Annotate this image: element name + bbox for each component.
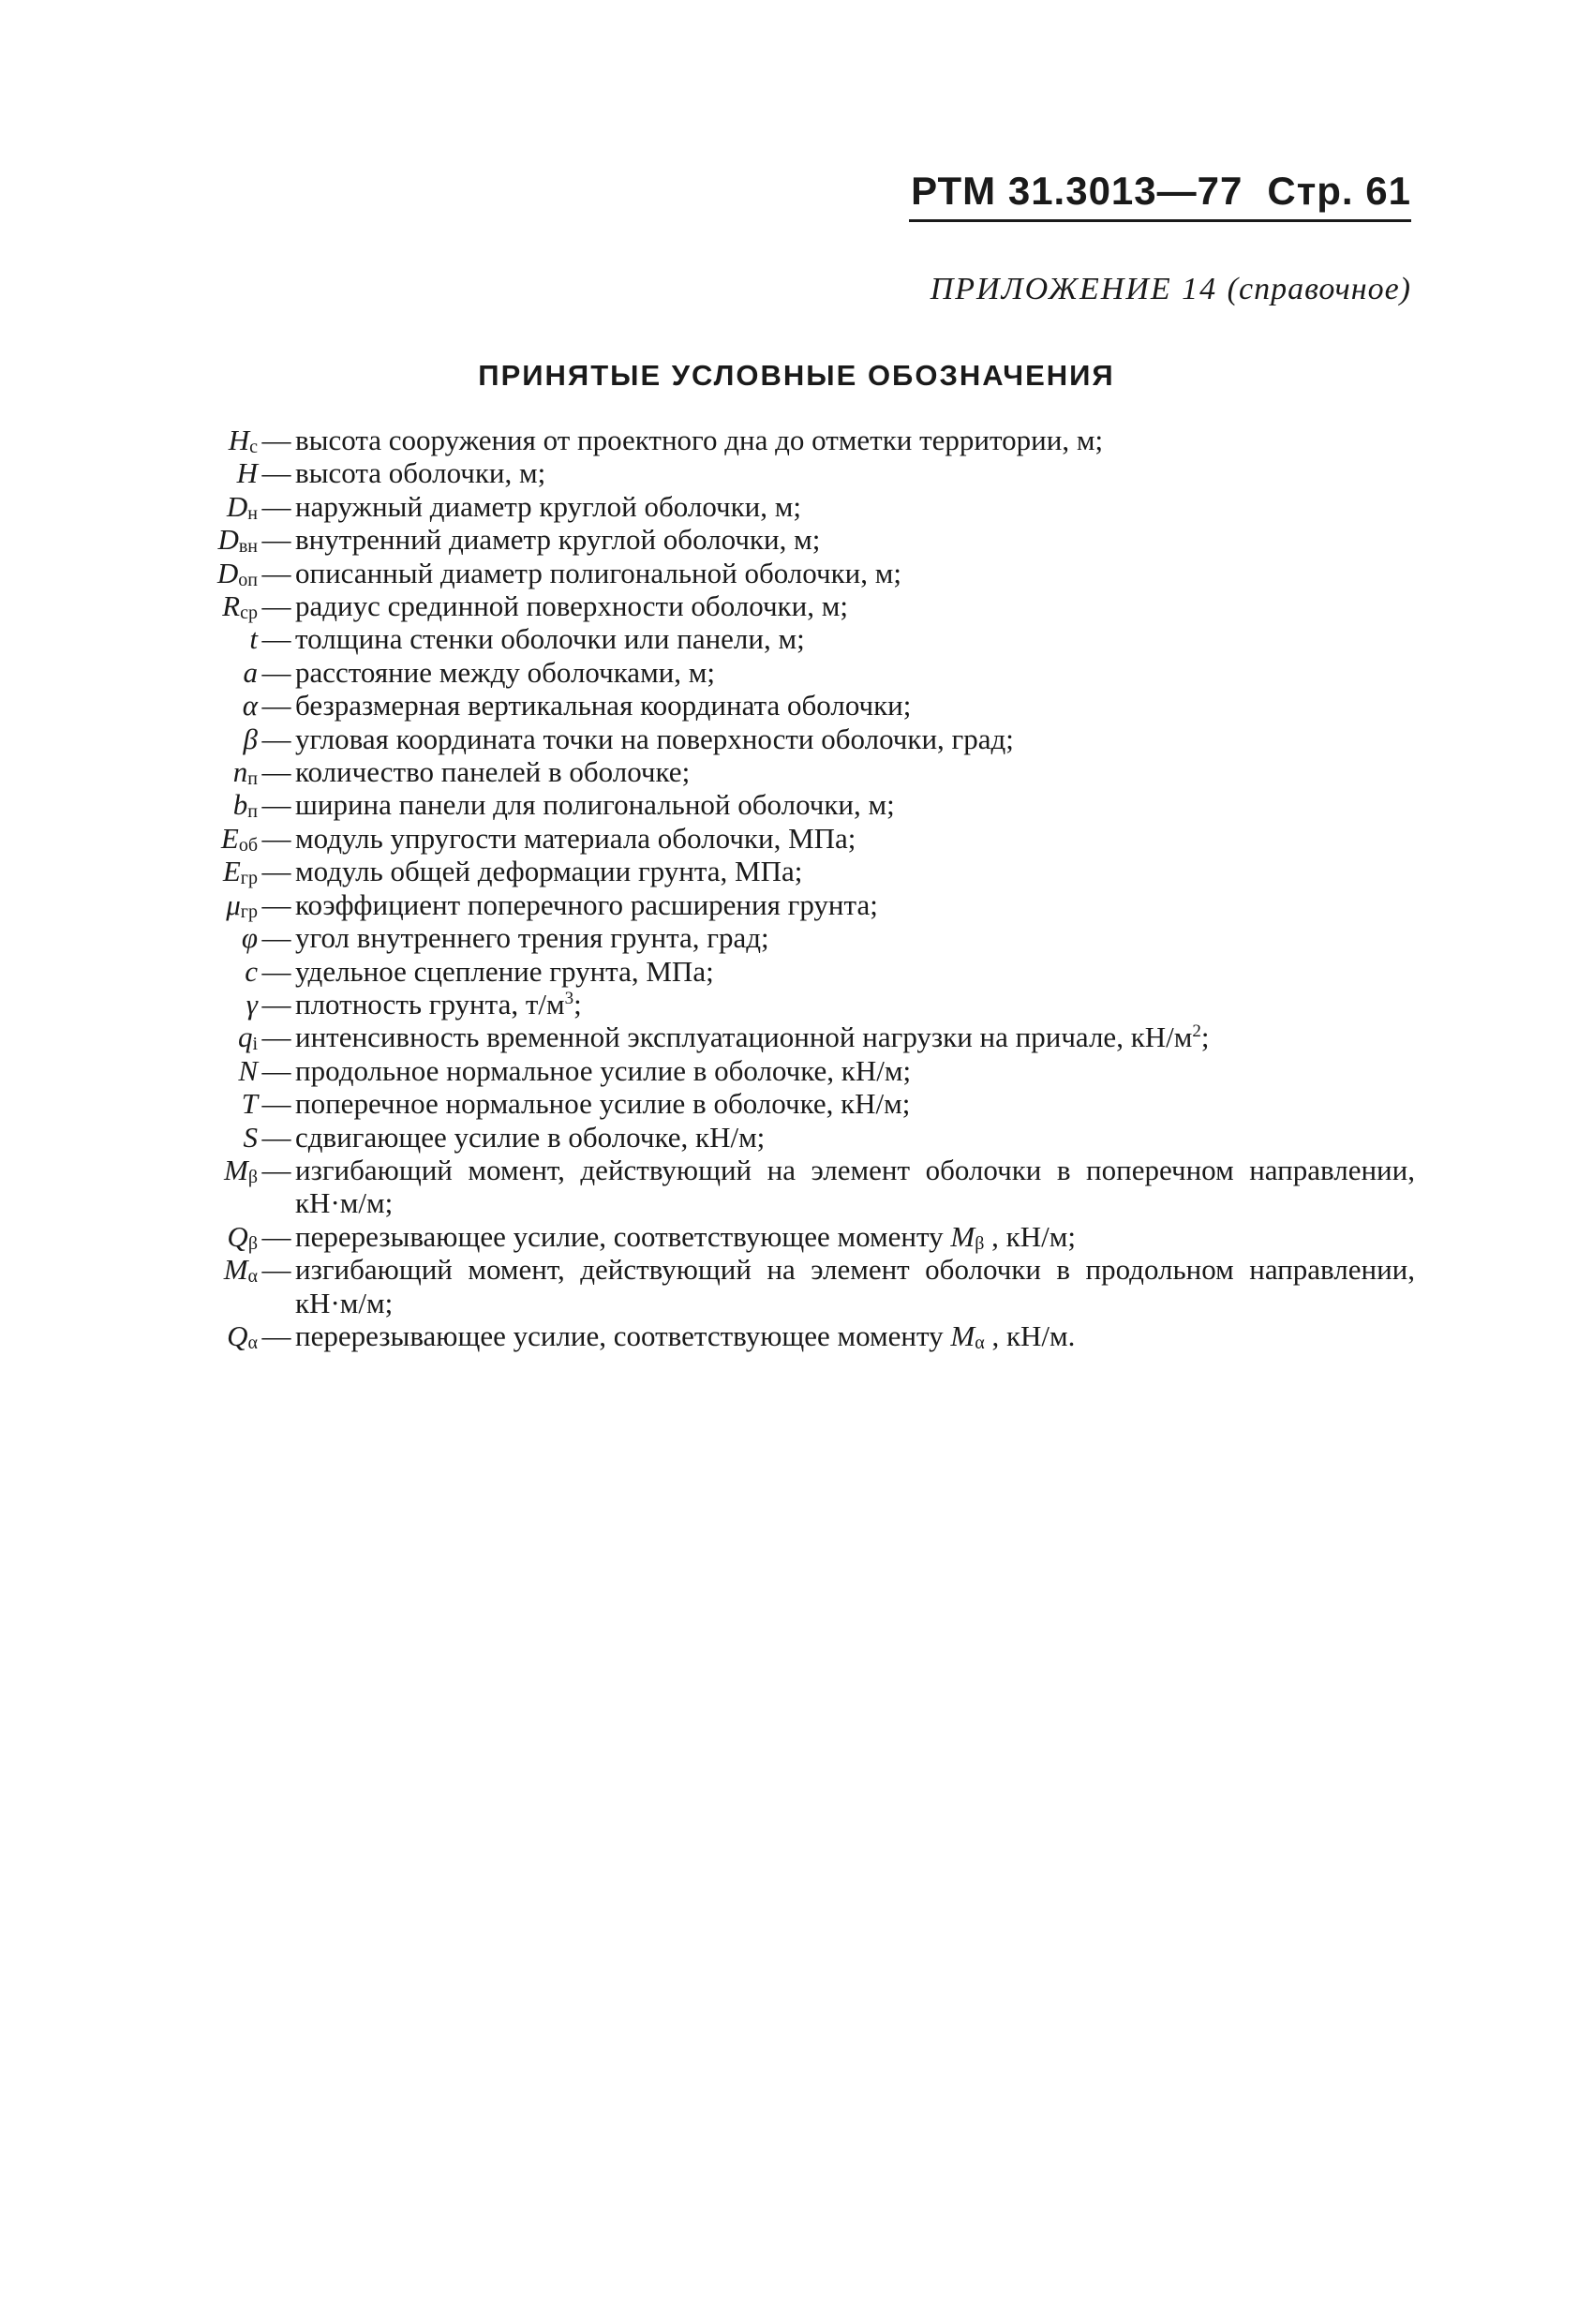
inline-symbol: $M_\beta$ [950,1219,985,1254]
definition-dash: — [261,954,291,988]
definition-dash: — [261,1219,291,1253]
definition-dash: — [261,456,291,490]
definition-row [131,822,1415,855]
definition-dash: — [261,755,291,789]
definition-row [131,1319,1415,1352]
definition-row [131,456,1415,489]
definition-text: наружный диаметр круглой оболочки, м; [295,489,801,523]
definition-row [131,921,1415,954]
definition-dash: — [261,622,291,656]
definition-row [131,1154,1415,1220]
page-title: ПРИНЯТЫЕ УСЛОВНЫЕ ОБОЗНАЧЕНИЯ [478,359,1115,392]
definition-text: количество панелей в оболочке; [295,755,691,789]
definition-row [131,1121,1415,1154]
definition-symbol: $\mu_{гр}$ [226,887,258,922]
definition-text: модуль упругости материала оболочки, МПа; [295,821,856,855]
definition-symbol: H [236,456,258,490]
definition-symbol: $E_{гр}$ [222,855,258,889]
definition-dash: — [261,887,291,921]
definition-symbol: $Q_\beta$ [227,1219,258,1254]
definition-symbol: γ [246,987,258,1020]
definition-row [131,689,1415,722]
definition-row [131,723,1415,755]
definition-text: сдвигающее усилие в оболочке, кН/м; [295,1120,766,1154]
definition-dash: — [261,821,291,855]
definition-row [131,955,1415,988]
appendix-number: ПРИЛОЖЕНИЕ 14 [930,272,1218,306]
definition-row [131,523,1415,556]
definition-symbol: S [243,1120,258,1154]
definition-text: продольное нормальное усилие в оболочке, кН/м; [295,1053,912,1087]
definition-symbol: $D_{вн}$ [217,523,258,558]
definition-dash: — [261,689,291,723]
definition-row [131,490,1415,523]
definition-row [131,424,1415,456]
definition-dash: — [261,523,291,557]
definition-dash: — [261,1020,291,1054]
definition-text: угловая координата точки на поверхности оболочки, град; [295,722,1014,755]
definition-symbol: $D_{оп}$ [216,556,258,590]
definition-text: высота сооружения от проектного дна до отметки территории, м; [295,424,1104,456]
definition-symbol: β [243,722,258,755]
definitions-list [131,424,1415,1352]
definition-row [131,622,1415,655]
definition-symbol: N [238,1053,258,1087]
definition-row [131,656,1415,689]
definition-row [131,1253,1415,1319]
definition-dash: — [261,489,291,523]
definition-symbol: $E_{об}$ [220,821,258,856]
definition-dash: — [261,424,291,456]
definition-text: угол внутреннего трения грунта, град; [295,921,769,955]
definition-text: интенсивность временной эксплуатационной нагрузки на причале, $кН/м^2$; [295,1020,1210,1054]
definition-symbol: $n_п$ [232,755,258,790]
definition-symbol: $D_н$ [226,489,258,524]
definition-symbol: T [241,1087,258,1121]
definition-dash: — [261,1120,291,1154]
definition-row [131,755,1415,788]
definition-text: изгибающий момент, действующий на элемент оболочки в продольном направлении, кН·м/м; [295,1253,1415,1319]
definition-dash: — [261,589,291,623]
definition-row [131,788,1415,821]
definition-symbol: a [243,655,258,689]
definition-symbol: $b_п$ [232,788,258,823]
definition-dash: — [261,987,291,1020]
definition-text: высота оболочки, м; [295,456,546,490]
definition-text: ширина панели для полигональной оболочки, м; [295,788,895,822]
definition-row [131,589,1415,622]
definition-row [131,1054,1415,1087]
definition-text: расстояние между оболочками, м; [295,655,716,689]
definition-symbol: $M_\alpha$ [223,1253,258,1288]
document-header [909,169,1411,222]
definition-row [131,557,1415,589]
appendix-label [656,272,1411,307]
definition-text: плотность грунта, $т/м^3$; [295,987,582,1020]
definition-text: внутренний диаметр круглой оболочки, м; [295,523,821,557]
definition-dash: — [261,655,291,689]
definition-dash: — [261,855,291,888]
definition-row [131,988,1415,1020]
definition-text: радиус срединной поверхности оболочки, м; [295,589,848,623]
appendix-note: (справочное) [1227,272,1411,306]
definition-text: коэффициент поперечного расширения грунта; [295,887,878,921]
definition-text: удельное сцепление грунта, МПа; [295,954,714,988]
definition-symbol: φ [241,921,258,955]
definition-dash: — [261,722,291,755]
definition-symbol: $q_i$ [237,1020,258,1055]
definition-row [131,1087,1415,1120]
definition-dash: — [261,1253,291,1287]
definition-row [131,1220,1415,1253]
definition-text: поперечное нормальное усилие в оболочке, кН/м; [295,1087,911,1121]
definition-symbol: $M_\beta$ [223,1153,258,1187]
definition-text: безразмерная вертикальная координата оболочки; [295,689,912,723]
definition-dash: — [261,1087,291,1121]
definition-dash: — [261,921,291,955]
definition-symbol: c [245,954,258,988]
definition-row [131,1020,1415,1053]
definition-symbol: α [242,689,258,723]
definition-row [131,855,1415,887]
definition-text: описанный диаметр полигональной оболочки, м; [295,556,901,589]
definition-symbol: $Q_\alpha$ [227,1318,258,1353]
definition-dash: — [261,1318,291,1352]
definition-dash: — [261,788,291,822]
inline-symbol: $M_\alpha$ [950,1318,985,1353]
definition-symbol: $H_с$ [228,424,258,457]
definition-dash: — [261,1053,291,1087]
definition-text: перерезывающее усилие, соответствующее моменту $M_\beta$ , кН/м; [295,1219,1076,1254]
document-code: РТМ 31.3013—77 [911,169,1243,213]
definition-row [131,888,1415,921]
page-number: Стр. 61 [1267,169,1411,213]
definition-text: модуль общей деформации грунта, МПа; [295,855,803,888]
definition-dash: — [261,1153,291,1186]
definition-dash: — [261,556,291,589]
definition-text: толщина стенки оболочки или панели, м; [295,622,805,656]
definition-symbol: t [249,622,258,656]
definition-text: перерезывающее усилие, соответствующее моменту $M_\alpha$ , кН/м. [295,1318,1076,1353]
definition-text: изгибающий момент, действующий на элемент оболочки в поперечном направлении, кН·м/м; [295,1153,1415,1220]
definition-symbol: $R_{ср}$ [222,589,258,624]
